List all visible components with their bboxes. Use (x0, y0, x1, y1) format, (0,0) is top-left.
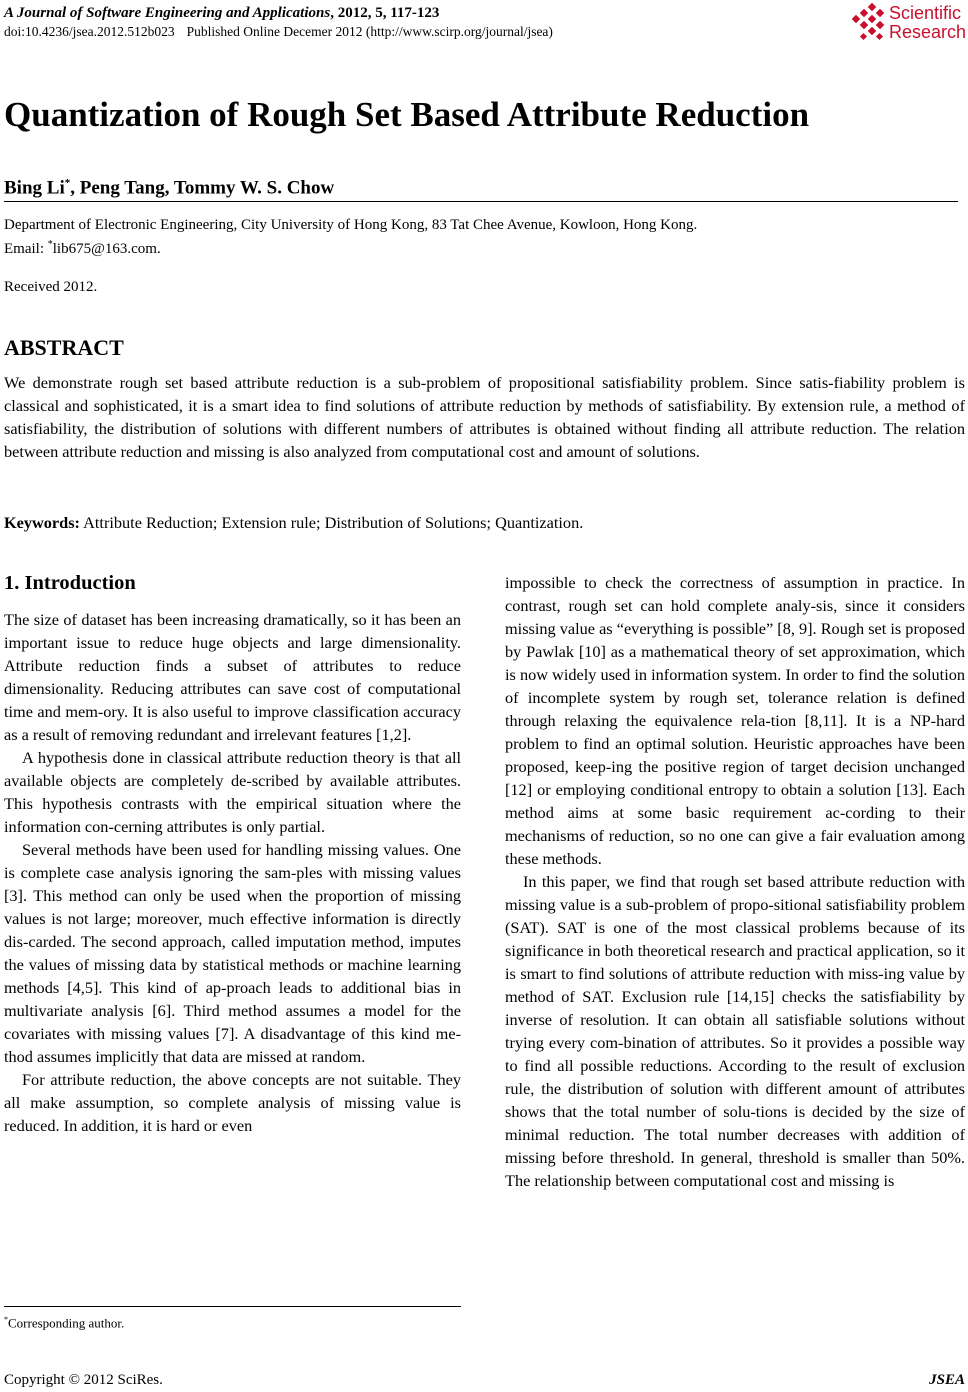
affiliation: Department of Electronic Engineering, City University of Hong Kong, 83 Tat Chee Avenue, Kowloon, Hong Kong. (4, 217, 698, 233)
section-heading: 1. Introduction (4, 572, 136, 594)
doi: doi:10.4236/jsea.2012.512b023 (4, 24, 175, 39)
email-label: Email: (4, 241, 48, 257)
journal-abbrev: JSEA (929, 1372, 965, 1388)
author-1: Bing Li (4, 177, 65, 199)
footnote-mark: * (4, 1315, 8, 1324)
footnote (4, 1311, 124, 1331)
keywords-label: Keywords: (4, 513, 80, 532)
email-address: lib675@163.com. (52, 241, 161, 257)
corresponding-mark: * (64, 177, 71, 189)
journal-name: A Journal of Software Engineering and Applications (4, 5, 331, 21)
right-column (505, 571, 965, 1192)
paragraph: The size of dataset has been increasing dramatically, so it has been an important issue to reduce huge objects and large dimensionality. Attribute reduction finds a subset of attributes to reduce dimensionality. Reducing attributes can save cost of computational time and mem-ory. It is also useful to improve classification accuracy as a result of removing redundant and irrelevant features [1,2]. (4, 610, 461, 744)
logo-text (889, 4, 966, 42)
received-date: Received 2012. (4, 279, 98, 295)
authors-rest: , Peng Tang, Tommy W. S. Chow (70, 177, 335, 199)
journal-title (4, 4, 439, 23)
publisher-logo (851, 0, 966, 46)
paragraph: In this paper, we find that rough set based attribute reduction with missing value is a sub-problem of propo-sitional satisfiability problem (SAT). SAT is one of the most classical problems because of its significance in both theoretical research and practical application, so it is smart to find solutions of attribute reduction with miss-ing value by method of SAT. Exclusion rule [14,15] checks the satisfiability by inverse of resolution. It can obtain all satisfiable solutions without trying every com-bination of attributes. So it provides a possible way to find all possible reductions. According to the result of exclusion rule, the distribution of solution with different amount of attributes shows that the total number of solu-tions is decided by the size of minimal reduction. The total number decreases with addition of missing before threshold. In general, threshold is smaller than 50%. The relationship between computational cost and missing is (505, 872, 965, 1190)
title-rule (4, 201, 958, 202)
abstract-heading: ABSTRACT (4, 335, 124, 360)
paragraph: A hypothesis done in classical attribute reduction theory is that all available objects are completely de-scribed by available attributes. This hypothesis contrasts with the empirical situation where the information con-cerning attributes is only partial. (4, 748, 461, 836)
paragraph: impossible to check the correctness of assumption in practice. In contrast, rough set can hold complete analy-sis, since it considers missing value as “everything is possible” [8, 9]. Rough set is proposed by Pawlak [10] as a mathematical theory of set approximation, which is now widely used in information system. In order to find the solution of incomplete system by rough set, tolerance relation is defined through relaxing the equivalence rela-tion [8,11]. It is a NP-hard problem to find an optimal solution. Heuristic approaches have been proposed, keep-ing the positive region of target decision unchanged [12] or employing conditional entropy to obtain a solution [13]. Each method aims at some basic requirement ac-cording to their mechanisms of reduction, so no one can give a fair evaluation among these methods. (505, 573, 965, 868)
diamond-logo-icon (851, 3, 887, 43)
abstract-text: We demonstrate rough set based attribute reduction is a sub-problem of propositional satisfiability problem. Since satis-fiability problem is classical and sophisticated, it is a smart idea to find solutions of attribute reduction by methods of satisfiability. By extension rule, a method of satisfiability, the distribution of solutions with different numbers of attributes is obtained without finding all attribute reduction. The relation between attribute reduction and missing is also analyzed from computational cost and amount of solutions. (4, 373, 965, 461)
footnote-rule (4, 1306, 461, 1307)
logo-line-2: Research (888, 22, 966, 42)
paragraph: Several methods have been used for handling missing values. One is complete case analysis ignoring the sam-ples with missing values [3]. This method can only be used when the proportion of missing values is not large; moreover, much effective information is directly dis-carded. The second approach, called imputation method, imputes the values of missing data by statistical methods or machine learning methods [4,5]. This kind of ap-proach leads to additional bias in multivariate analysis [6]. Third method assumes a model for the covariates with missing values [7]. A disadvantage of this kind me-thod assumes implicitly that data are missed at random. (4, 840, 461, 1066)
email-mark: * (47, 239, 53, 250)
logo-line-1: Scientific (888, 3, 961, 23)
paper-title: Quantization of Rough Set Based Attribute Reduction (4, 95, 810, 134)
keywords (4, 511, 583, 534)
email-line (4, 235, 161, 259)
copyright: Copyright © 2012 SciRes. (4, 1372, 163, 1388)
keywords-list: Attribute Reduction; Extension rule; Distribution of Solutions; Quantization. (79, 513, 584, 532)
authors (4, 169, 334, 202)
left-column (4, 608, 461, 1137)
footnote-text: Corresponding author. (8, 1315, 125, 1331)
published-online: Published Online Decemer 2012 (http://www.scirp.org/journal/jsea) (186, 24, 553, 39)
journal-volume: , 2012, 5, 117-123 (330, 5, 440, 21)
doi-line (4, 23, 553, 41)
paragraph: For attribute reduction, the above concepts are not suitable. They all make assumption, so complete analysis of missing value is reduced. In addition, it is hard or even (4, 1070, 461, 1135)
